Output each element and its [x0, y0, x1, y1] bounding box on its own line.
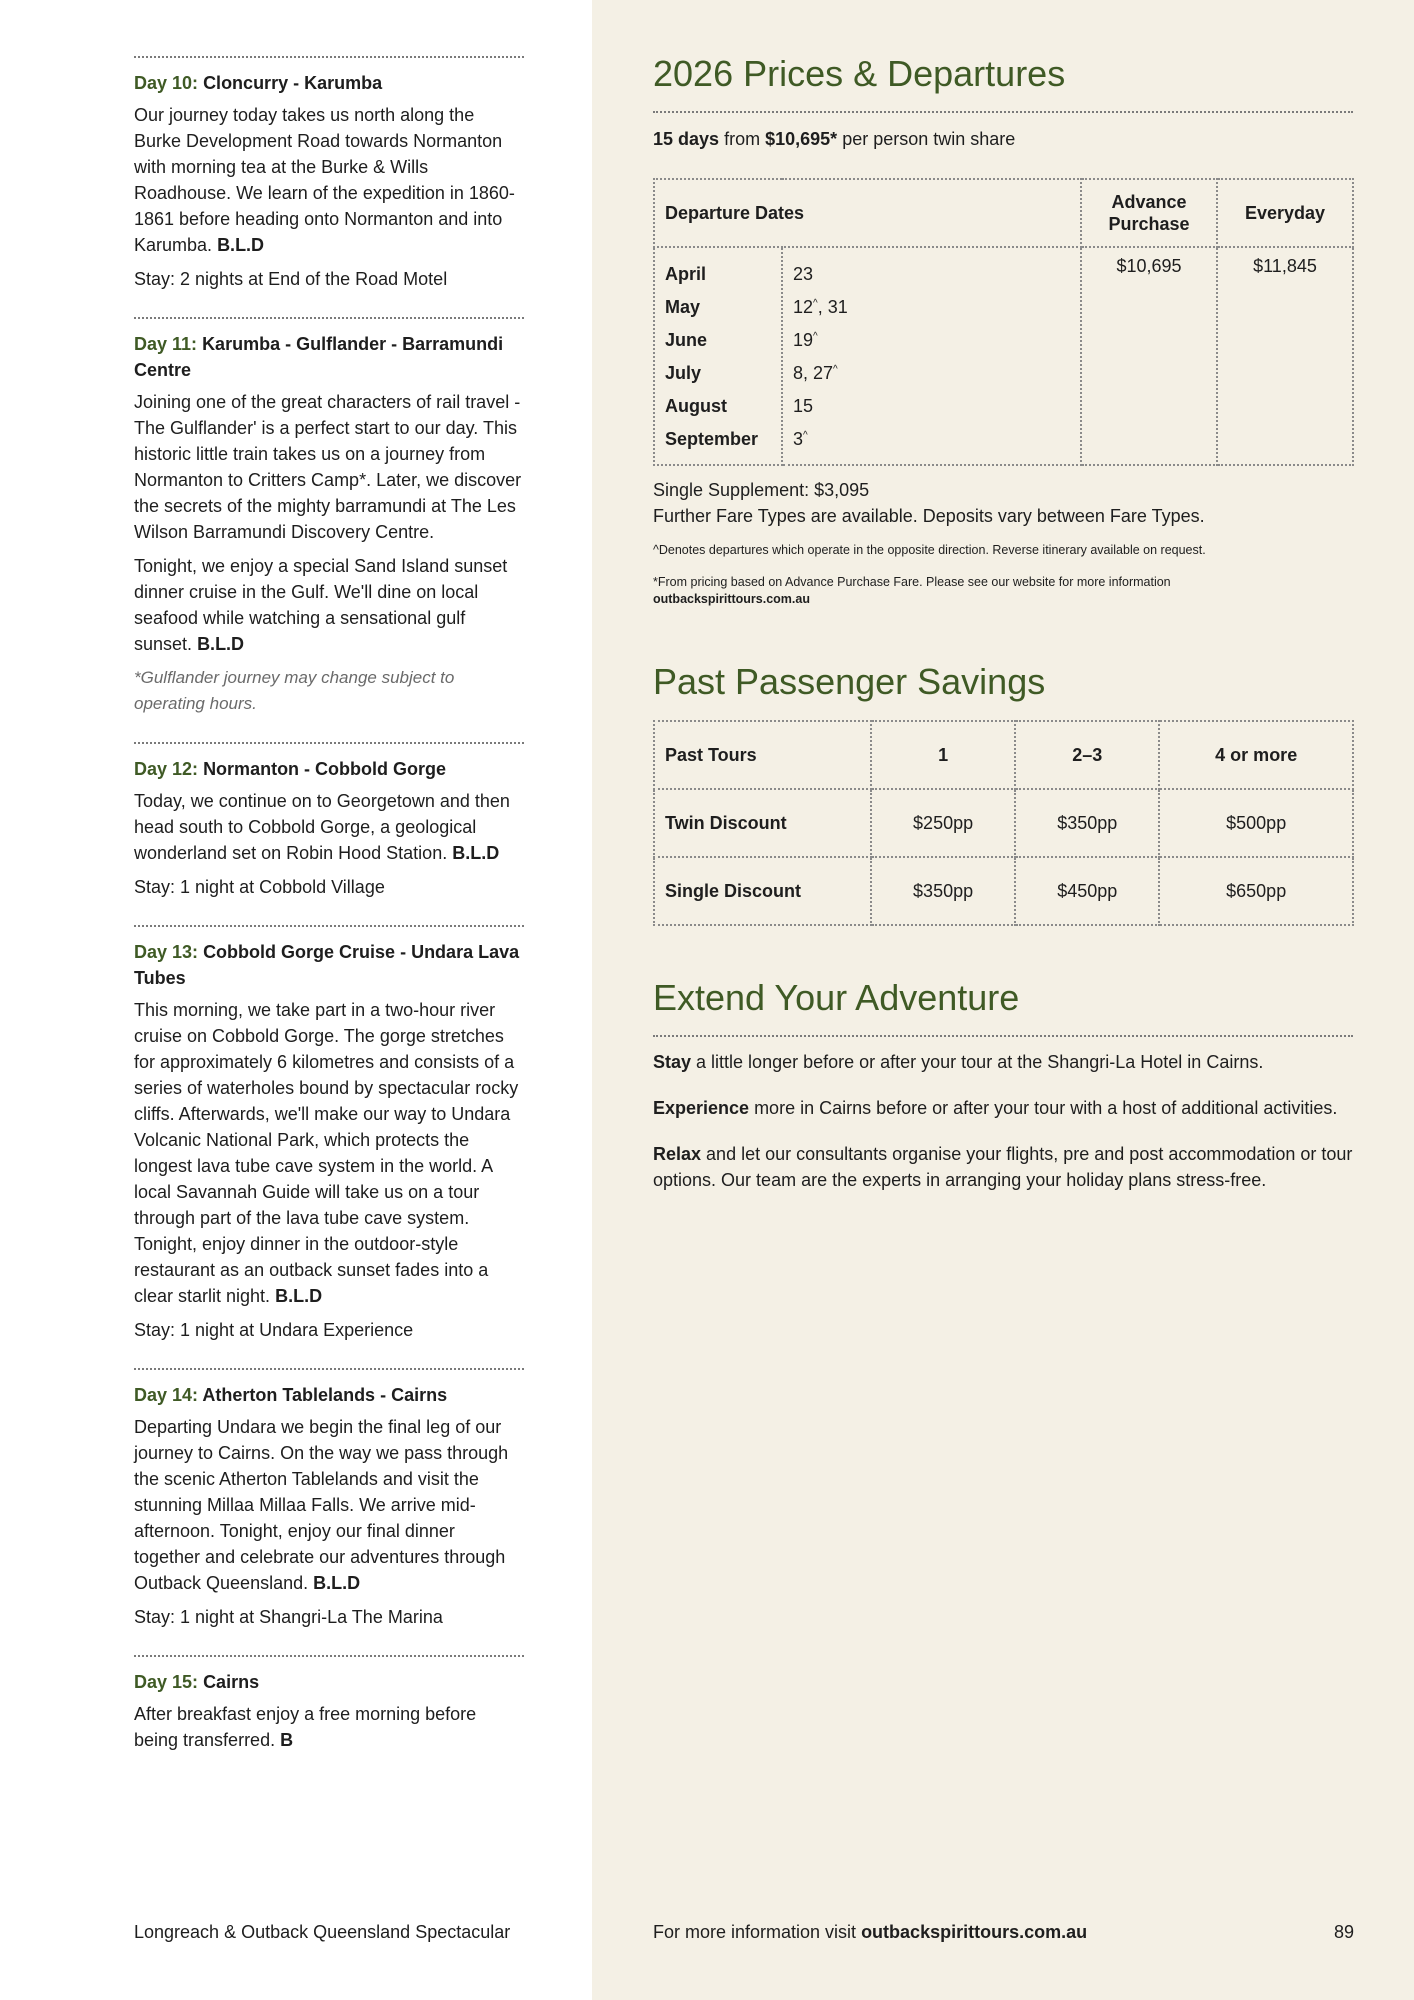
day-title: Atherton Tablelands - Cairns [202, 1385, 448, 1405]
month: June [665, 330, 708, 350]
caret-mark: ^ [803, 430, 808, 441]
table-header-row [654, 179, 1353, 247]
savings-table [653, 720, 1354, 926]
header-cell: 2–3 [1015, 721, 1159, 789]
date: 8, 27 [793, 363, 834, 383]
day-note: *Gulflander journey may change subject to operating hours. [134, 668, 455, 713]
itinerary-day-10 [134, 56, 524, 292]
itinerary-day-14 [134, 1368, 524, 1630]
caret-mark: ^ [813, 298, 818, 309]
day-title: Cairns [203, 1672, 260, 1692]
table-cell: $350pp [871, 857, 1015, 925]
itinerary-day-11 [134, 317, 524, 717]
footer-url-link[interactable]: outbackspirittours.com.au [861, 1922, 1088, 1942]
stay-info: Stay: 1 night at Shangri-La The Marina [134, 1607, 443, 1627]
summary-price: $10,695* [765, 129, 838, 149]
header-cell: 4 or more [1159, 721, 1353, 789]
table-row [654, 857, 1353, 925]
month: July [665, 363, 702, 383]
day-description: Joining one of the great characters of rail travel - The Gulflander' is a perfect start to our day. This historic little train takes us on a journey from Normanton to Critters Camp*. Later, we discover the secrets of the mighty barramundi at The Les Wilson Barramundi Discovery Centre. [134, 392, 522, 542]
dates-cell [782, 247, 1081, 465]
day-title: Cloncurry - Karumba [203, 73, 383, 93]
day-number: Day 13: [134, 942, 199, 962]
day-title: Karumba - Gulflander - Barramundi Centre [134, 334, 504, 380]
extend-item-stay: Stay a little longer before or after your tour at the Shangri-La Hotel in Cairns. [653, 1052, 1264, 1072]
footnote-url[interactable]: outbackspirittours.com.au [653, 592, 810, 606]
caret-mark: ^ [813, 331, 818, 342]
footer-info: For more information visit outbackspirittours.com.au [653, 1922, 1088, 1942]
itinerary-day-12 [134, 742, 524, 900]
departures-table [653, 178, 1354, 466]
caret-mark: ^ [833, 364, 838, 375]
day-description: After breakfast enjoy a free morning before being transferred. [134, 1704, 477, 1750]
row-label: Single Discount [654, 857, 871, 925]
table-header-row [654, 721, 1353, 789]
table-cell: $350pp [1015, 789, 1159, 857]
table-row [654, 247, 1353, 465]
footnote-star: *From pricing based on Advance Purchase Fare. Please see our website for more information [653, 575, 1171, 589]
single-supplement: Single Supplement: $3,095 [653, 480, 870, 500]
table-cell: $450pp [1015, 857, 1159, 925]
date: 23 [793, 264, 814, 284]
meals: B.L.D [217, 235, 265, 255]
stay-info: Stay: 2 nights at End of the Road Motel [134, 269, 448, 289]
savings-heading: Past Passenger Savings [653, 661, 1046, 702]
month: April [665, 264, 707, 284]
months-cell [654, 247, 782, 465]
meals: B.L.D [452, 843, 500, 863]
row-label: Twin Discount [654, 789, 871, 857]
stay-info: Stay: 1 night at Cobbold Village [134, 877, 385, 897]
month: September [665, 429, 759, 449]
date: 12 [793, 297, 814, 317]
itinerary-day-15 [134, 1655, 524, 1753]
summary-rest: per person twin share [842, 129, 1016, 149]
day-number: Day 11: [134, 334, 198, 354]
day-title: Normanton - Cobbold Gorge [203, 759, 447, 779]
heading-divider [653, 1035, 1353, 1037]
day-title: Cobbold Gorge Cruise - Undara Lava Tubes [134, 942, 520, 988]
summary-days: 15 days [653, 129, 720, 149]
everyday-price: $11,845 [1217, 247, 1353, 465]
further-fares: Further Fare Types are available. Deposits vary between Fare Types. [653, 506, 1205, 526]
day-description-2: Tonight, we enjoy a special Sand Island sunset dinner cruise in the Gulf. We'll dine on local seafood while watching a sensational gulf sunset. [134, 556, 508, 654]
table-cell: $650pp [1159, 857, 1353, 925]
itinerary-day-13 [134, 925, 524, 1343]
footer-tour-name: Longreach & Outback Queensland Spectacular [134, 1922, 511, 1942]
itinerary-column [134, 56, 524, 1778]
header-departure-dates: Departure Dates [654, 179, 1081, 247]
date: 19 [793, 330, 814, 350]
page-number: 89 [1334, 1922, 1355, 1942]
summary-from: from [724, 129, 761, 149]
date: 15 [793, 396, 814, 416]
day-description: Our journey today takes us north along the Burke Development Road towards Normanton with morning tea at the Burke & Wills Roadhouse. We learn of the expedition in 1860-1861 before heading onto Normanton and into Karumba. [134, 105, 515, 255]
date: 3 [793, 429, 804, 449]
footnote-caret: ^Denotes departures which operate in the opposite direction. Reverse itinerary available on request. [653, 543, 1206, 557]
table-cell: $250pp [871, 789, 1015, 857]
day-description: Today, we continue on to Georgetown and then head south to Cobbold Gorge, a geological wonderland set on Robin Hood Station. [134, 791, 510, 863]
extend-item-experience: Experience more in Cairns before or after your tour with a host of additional activities. [653, 1098, 1338, 1118]
stay-info: Stay: 1 night at Undara Experience [134, 1320, 414, 1340]
day-description: Departing Undara we begin the final leg of our journey to Cairns. On the way we pass through the scenic Atherton Tablelands and visit the stunning Millaa Millaa Falls. We arrive mid-afternoon. Tonight, enjoy our final dinner together and celebrate our adventures through Outback Queensland. [134, 1417, 509, 1593]
price-summary [653, 126, 1355, 152]
day-description: This morning, we take part in a two-hour river cruise on Cobbold Gorge. The gorge stretches for approximately 6 kilometres and consists of a series of waterholes bound by spectacular rocky cliffs. Afterwards, we'll make our way to Undara Volcanic National Park, which protects the longest lava tube cave system in the world. A local Savannah Guide will take us on a tour through part of the lava tube cave system. Tonight, enjoy dinner in the outdoor-style restaurant as an outback sunset fades into a clear starlit night. [134, 1000, 519, 1306]
advance-price: $10,695 [1081, 247, 1217, 465]
table-row [654, 789, 1353, 857]
header-past-tours: Past Tours [654, 721, 871, 789]
header-cell: 1 [871, 721, 1015, 789]
meals: B.L.D [313, 1573, 361, 1593]
heading-divider [653, 111, 1353, 113]
day-number: Day 14: [134, 1385, 199, 1405]
extend-heading: Extend Your Adventure [653, 977, 1020, 1018]
day-number: Day 12: [134, 759, 199, 779]
meals: B.L.D [275, 1286, 323, 1306]
meals: B.L.D [197, 634, 245, 654]
day-number: Day 10: [134, 73, 199, 93]
date-extra: , 31 [817, 297, 848, 317]
header-advance-purchase: Advance Purchase [1081, 179, 1217, 247]
day-number: Day 15: [134, 1672, 199, 1692]
month: May [665, 297, 701, 317]
meals: B [280, 1730, 294, 1750]
header-everyday: Everyday [1217, 179, 1353, 247]
table-cell: $500pp [1159, 789, 1353, 857]
prices-heading: 2026 Prices & Departures [653, 53, 1066, 94]
month: August [665, 396, 727, 416]
extend-item-relax: Relax and let our consultants organise your flights, pre and post accommodation or tour options. Our team are the experts in arranging your holiday plans stress-free. [653, 1144, 1353, 1190]
